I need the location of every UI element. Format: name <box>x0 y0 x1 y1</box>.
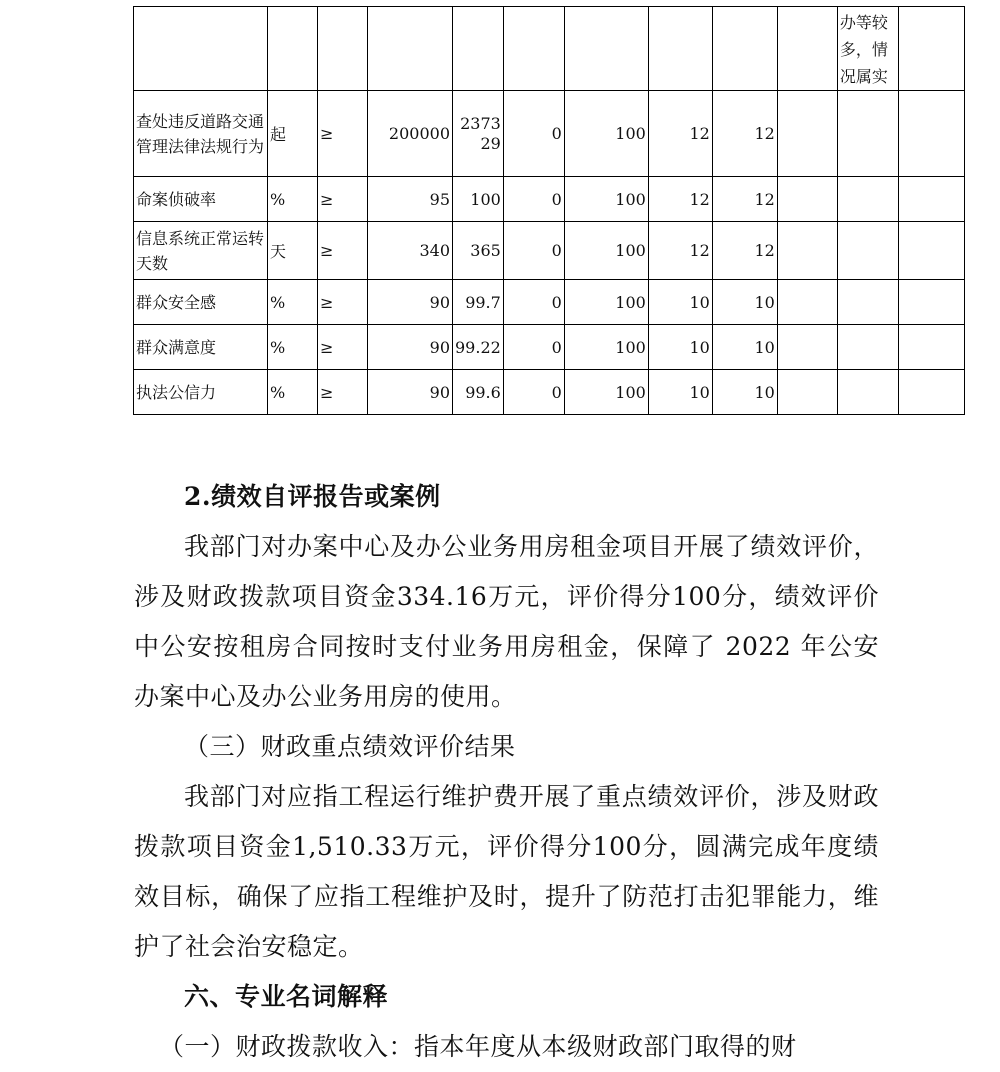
deviation-cell: 0 <box>503 370 564 415</box>
section-paragraph: 我部门对应指工程运行维护费开展了重点绩效评价，涉及财政拨款项目资金1,510.33万元，评价得分100分，圆满完成年度绩效目标，确保了应指工程维护及时，提升了防范打击犯罪能力，维护了社会治安稳定。 <box>134 782 879 961</box>
weight-cell: 12 <box>648 177 712 222</box>
target-cell: 90 <box>368 325 453 370</box>
deviation-cell: 0 <box>503 177 564 222</box>
target-cell: 95 <box>368 177 453 222</box>
table-row <box>134 177 965 222</box>
score-cell: 12 <box>712 177 777 222</box>
rate-cell: 100 <box>564 370 648 415</box>
operator-cell: ≥ <box>318 222 368 280</box>
rate-cell: 100 <box>564 325 648 370</box>
unit-cell: % <box>268 370 318 415</box>
rate-cell: 100 <box>564 91 648 177</box>
performance-table <box>133 6 965 415</box>
unit-cell: 天 <box>268 222 318 280</box>
score-cell: 10 <box>712 325 777 370</box>
target-cell: 90 <box>368 370 453 415</box>
indicator-name: 查处违反道路交通管理法律法规行为 <box>134 91 268 177</box>
rate-cell: 100 <box>564 177 648 222</box>
table-row <box>134 280 965 325</box>
actual-cell: 99.6 <box>453 370 504 415</box>
operator-cell: ≥ <box>318 325 368 370</box>
deviation-cell: 0 <box>503 280 564 325</box>
actual-cell: 237329 <box>453 91 504 177</box>
operator-cell: ≥ <box>318 91 368 177</box>
operator-cell: ≥ <box>318 280 368 325</box>
indicator-name: 命案侦破率 <box>134 177 268 222</box>
score-cell: 12 <box>712 222 777 280</box>
weight-cell: 10 <box>648 325 712 370</box>
target-cell: 340 <box>368 222 453 280</box>
section-paragraph: 我部门对办案中心及办公业务用房租金项目开展了绩效评价，涉及财政拨款项目资金334.16万元，评价得分100分，绩效评价中公安按租房合同按时支付业务用房租金，保障了 2022 年公安办案中心及办公业务用房的使用。 <box>134 532 879 711</box>
section-heading-2: 2.绩效自评报告或案例 <box>184 482 441 511</box>
note-cell: 办等较多，情况属实 <box>837 7 898 91</box>
deviation-cell: 0 <box>503 222 564 280</box>
indicator-name: 信息系统正常运转天数 <box>134 222 268 280</box>
indicator-name: 群众满意度 <box>134 325 268 370</box>
target-cell: 90 <box>368 280 453 325</box>
score-cell: 12 <box>712 91 777 177</box>
unit-cell: % <box>268 325 318 370</box>
score-cell: 10 <box>712 280 777 325</box>
target-cell: 200000 <box>368 91 453 177</box>
table-row <box>134 370 965 415</box>
table-row <box>134 91 965 177</box>
table-row <box>134 7 965 91</box>
rate-cell: 100 <box>564 280 648 325</box>
unit-cell: 起 <box>268 91 318 177</box>
document-body <box>134 472 879 1072</box>
section-paragraph: （一）财政拨款收入：指本年度从本级财政部门取得的财 <box>159 1032 797 1061</box>
indicator-name: 执法公信力 <box>134 370 268 415</box>
weight-cell: 10 <box>648 370 712 415</box>
score-cell: 10 <box>712 370 777 415</box>
table-row <box>134 325 965 370</box>
actual-cell: 365 <box>453 222 504 280</box>
section-heading-6: 六、专业名词解释 <box>184 982 389 1011</box>
actual-cell: 100 <box>453 177 504 222</box>
weight-cell: 12 <box>648 91 712 177</box>
actual-cell: 99.22 <box>453 325 504 370</box>
operator-cell: ≥ <box>318 370 368 415</box>
operator-cell: ≥ <box>318 177 368 222</box>
deviation-cell: 0 <box>503 325 564 370</box>
weight-cell: 12 <box>648 222 712 280</box>
unit-cell: % <box>268 280 318 325</box>
weight-cell: 10 <box>648 280 712 325</box>
unit-cell: % <box>268 177 318 222</box>
section-heading-3: （三）财政重点绩效评价结果 <box>184 732 516 761</box>
indicator-name: 群众安全感 <box>134 280 268 325</box>
deviation-cell: 0 <box>503 91 564 177</box>
table-row <box>134 222 965 280</box>
rate-cell: 100 <box>564 222 648 280</box>
actual-cell: 99.7 <box>453 280 504 325</box>
